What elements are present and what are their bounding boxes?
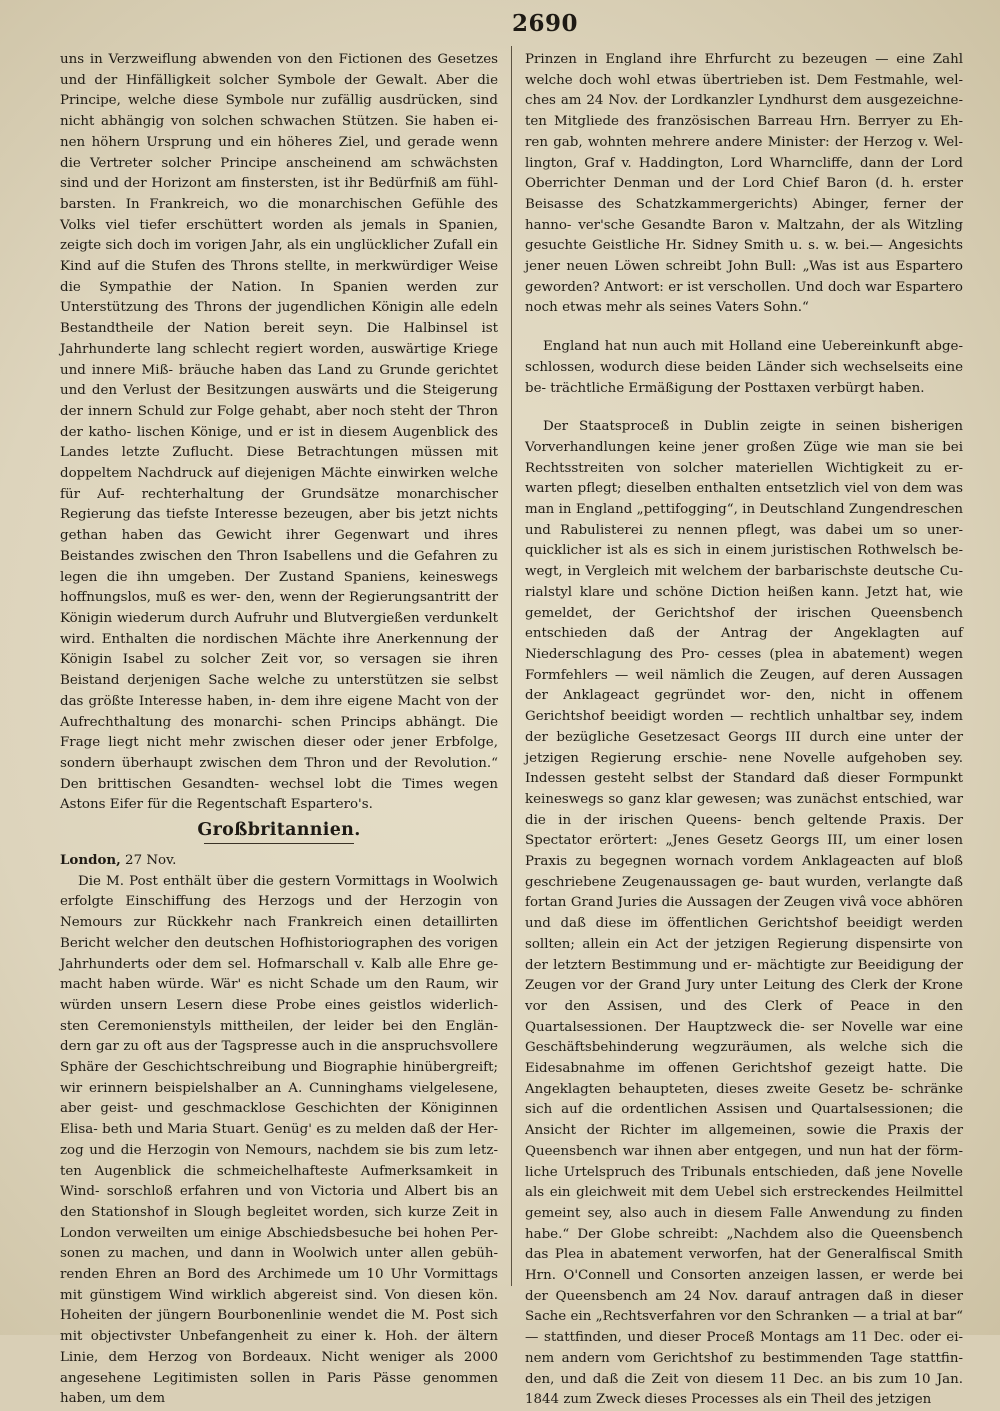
right-column — [525, 50, 963, 1408]
dateline-city: London, — [60, 852, 121, 869]
page-number: 2690 — [512, 10, 579, 37]
dateline-date: 27 Nov. — [125, 853, 177, 869]
paragraph-gap — [525, 399, 963, 417]
section-heading — [60, 820, 498, 844]
dateline — [60, 850, 498, 872]
paragraph-gap — [525, 319, 963, 337]
article-paragraph: Der Staatsproceß in Dublin zeigte in seinen bisherigen Vorverhandlungen keine jener großen Züge wie man sie bei Rechtsstreiten von solcher materiellen Wichtigkeit zu er- warten pflegt; dieselben enthalten entsetzlich viel von dem was man in England „pettifogging“, in Deutschland Zungendreschen und Rabulisterei zu nennen pflegt, was dabei um so uner- quicklicher ist als es sich in einem juristischen Rothwelsch be- wegt, in Vergleich mit welchem der barbarischste deutsche Cu- rialstyl klare und schöne Diction heißen kann. Jetzt hat, wie gemeldet, der Gerichtshof der irischen Queensbench entschieden daß der Antrag der Angeklagten auf Niederschlagung des Pro- cesses (plea in abatement) wegen Formfehlers — weil nämlich die Zeugen, auf deren Aussagen der Anklageact gegründet wor- den, nicht in offenem Gerichtshof beeidigt worden — rechtlich unhaltbar sey, indem der bezügliche Gesetzesact Georgs III durch eine unter der jetzigen Regierung erschie- nene Novelle aufgehoben sey. Indessen gesteht selbst der Standard daß dieser Formpunkt keineswegs so ganz klar gewesen; was zunächst entschied, war die in der irischen Queens- bench geltende Praxis. Der Spectator erörtert: „Jenes Gesetz Georgs III, um einer losen Praxis zu begegnen wornach vordem Anklageacten auf bloß geschriebene Zeugenaussagen ge- baut wurden, verlangte daß fortan Grand Juries die Aussagen der Zeugen vivâ voce abhören und daß diese im öffentlichen Gerichtshof beeidigt werden sollten; allein ein Act der jetzigen Regierung dispensirte von der letztern Bestimmung und er- mächtigte zur Beeidigung der Zeugen vor der Grand Jury unter Leitung des Clerk der Krone vor den Assisen, und des Clerk of Peace in den Quartalsessionen. Der Hauptzweck die- ser Novelle war eine Geschäftsbehinderung wegzuräumen, als welche sich die Eidesabnahme im offenen Gerichtshof gezeigt hatte. Die Angeklagten behaupteten, dieses zweite Gesetz be- schränke sich auf die ordentlichen Assisen und Quartalsessionen; die Ansicht der Richter im allgemeinen, sowie die Praxis der Queensbench war ihnen aber entgegen, und nun hat der förm- liche Urtelspruch des Tribunals entschieden, daß jene Novelle als ein gleichweit mit dem Uebel sich erstreckendes Heilmittel gemeint sey, also auch in diesem Falle Anwendung zu finden habe.“ Der Globe schreibt: „Nachdem also die Queensbench das Plea in abatement verworfen, hat der Generalfiscal Smith Hrn. O'Connell und Consorten anzeigen lassen, er werde bei der Queensbench am 24 Nov. darauf antragen daß in dieser Sache ein „Rechtsverfahren vor den Schranken — a trial at bar“ — stattfinden, und dieser Proceß Montags am 11 Dec. oder ei- nem andern vom Gerichtshof zu bestimmenden Tage stattfin- den, und daß die Zeit von diesem 11 Dec. an bis zum 10 Jan. 1844 zum Zweck dieses Processes als ein Theil des jetzigen — [525, 419, 963, 1408]
article-paragraph: England hat nun auch mit Holland eine Uebereinkunft abge- schlossen, wodurch diese beiden Länder sich wechselseits eine be- trächtliche Ermäßigung der Posttaxen verbürgt haben. — [525, 339, 963, 396]
article-paragraph: Die M. Post enthält über die gestern Vormittags in Woolwich erfolgte Einschiffung des Herzogs und der Herzogin von Nemours zur Rückkehr nach Frankreich einen detaillirten Bericht welcher den deutschen Hofhistoriographen des vorigen Jahrhunderts oder dem sel. Hofmarschall v. Kalb alle Ehre ge- macht haben würde. Wär' es nicht Schade um den Raum, wir würden unsern Lesern diese Probe eines geistlos widerlich- sten Ceremonienstyls mittheilen, der leider bei den Englän- dern gar zu oft aus der Tagspresse auch in die anspruchsvollere Sphäre der Geschichtschreibung und Biographie hinübergreift; wir erinnern beispielshalber an A. Cunninghams vielgelesene, aber geist- und geschmacklose Geschichten der Königinnen Elisa- beth und Maria Stuart. Genüg' es zu melden daß der Her- zog und die Herzogin von Nemours, nachdem sie bis zum letz- ten Augenblick die schmeichelhafteste Aufmerksamkeit in Wind- sorschloß erfahren und von Victoria und Albert bis an den Stationshof in Slough begleitet worden, sich kurze Zeit in London verweilten um einige Abschiedsbesuche bei hohen Per- sonen zu machen, und dann in Woolwich unter allen gebüh- renden Ehren an Bord des Archimede um 10 Uhr Vormittags mit günstigem Wind wirklich abgereist sind. Von diesen kön. Hoheiten der jüngern Bourbonenlinie wendet die M. Post sich mit objectivster Unbefangenheit zu einer k. Hoh. der ältern Linie, dem Herzog von Bordeaux. Nicht weniger als 2000 angesehene Legitimisten sollen in Paris Pässe genommen haben, um dem — [60, 873, 498, 1407]
article-paragraph: uns in Verzweiflung abwenden von den Fictionen des Gesetzes und der Hinfälligkeit solcher Symbole der Gewalt. Aber die Principe, welche diese Symbole nur zufällig ausdrücken, sind nicht abhängig von solchen schwachen Stützen. Sie haben ei- nen höhern Ursprung und ein höheres Ziel, und gerade wenn die Vertreter solcher Principe anscheinend am schwächsten sind und der Horizont am finstersten, ist ihr Bedürfniß am fühl- barsten. In Frankreich, wo die monarchischen Gefühle des Volks viel tiefer erschüttert worden als jemals in Spanien, zeigte sich doch im vorigen Jahr, als ein unglücklicher Zufall ein Kind auf die Stufen des Throns stellte, in merkwürdiger Weise die Sympathie der Nation. In Spanien werden zur Unterstützung des Throns der jugendlichen Königin alle edeln Bestandtheile der Nation bereit seyn. Die Halbinsel ist Jahrhunderte lang schlecht regiert worden, auswärtige Kriege und innere Miß- bräuche haben das Land zu Grunde gerichtet und den Verlust der Besitzungen auswärts und die Steigerung der innern Schuld zur Folge gehabt, aber noch steht der Thron der katho- lischen Könige, und er ist in diesem Augenblick des Landes letzte Zuflucht. Diese Betrachtungen müssen mit doppeltem Nachdruck auf diejenigen Mächte einwirken welche für Auf- rechterhaltung der Grundsätze monarchischer Regierung das tiefste Interesse bezeugen, aber bis jetzt nichts gethan haben das Gewicht ihrer Gegenwart und ihres Beistandes zwischen den Thron Isabellens und die Gefahren zu legen die ihn umgeben. Der Zustand Spaniens, keineswegs hoffnungslos, muß es wer- den, wenn der Regierungsantritt der Königin wiederum durch Aufruhr und Blutvergießen verdunkelt wird. Enthalten die nordischen Mächte ihre Anerkennung der Königin Isabel zu solcher Zeit vor, so versagen sie ihren Beistand derjenigen Sache welche zu unterstützen sie selbst das größte Interesse haben, in- dem ihre eigene Macht von der Aufrechthaltung des monarchi- schen Princips abhängt. Die Frage liegt nicht mehr zwischen dieser oder jener Erbfolge, sondern überhaupt zwischen dem Thron und der Revolution.“ Den brittischen Gesandten- wechsel lobt die Times wegen Astons Eifer für die Regentschaft Espartero's. — [60, 52, 498, 813]
left-column — [60, 50, 498, 1407]
heading-underline — [204, 843, 354, 844]
section-heading-text: Großbritannien. — [197, 820, 361, 841]
column-divider — [511, 46, 512, 1286]
article-paragraph: Prinzen in England ihre Ehrfurcht zu bezeugen — eine Zahl welche doch wohl etwas übertrieben ist. Dem Festmahle, wel- ches am 24 Nov. der Lordkanzler Lyndhurst dem ausgezeichne- ten Mitgliede des französischen Barreau Hrn. Berryer zu Eh- ren gab, wohnten mehrere andere Minister: der Herzog v. Wel- lington, Graf v. Haddington, Lord Wharncliffe, dann der Lord Oberrichter Denman und der Lord Chief Baron (d. h. erster Beisasse des Schatzkammergerichts) Abinger, ferner der hanno- ver'sche Gesandte Baron v. Maltzahn, der als Witzling gesuchte Geistliche Hr. Sidney Smith u. s. w. bei.— Angesichts jener neuen Löwen schreibt John Bull: „Was ist aus Espartero geworden? Antwort: er ist verschollen. Und doch war Espartero noch etwas mehr als seines Vaters Sohn.“ — [525, 52, 963, 316]
